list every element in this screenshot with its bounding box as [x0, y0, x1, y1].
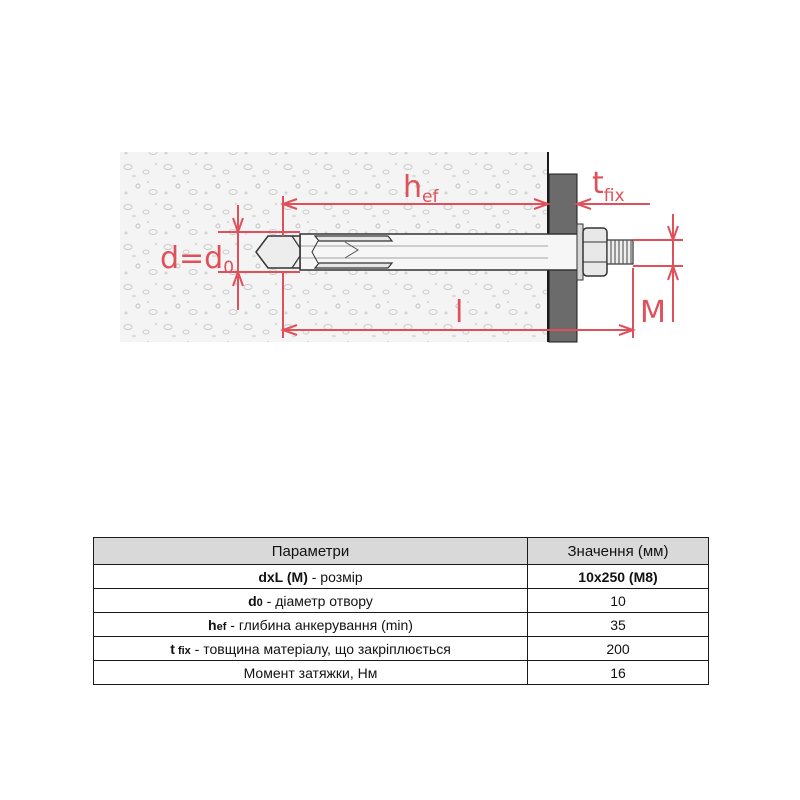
param-desc: - діаметр отвору [262, 592, 373, 609]
param-subscript: fix [174, 644, 191, 657]
header-parameters: Параметри [94, 538, 528, 565]
specification-table [93, 537, 709, 685]
param-subscript: 0 [256, 596, 263, 609]
param-cell [94, 565, 528, 589]
param-symbol: dxL (M) [258, 568, 308, 585]
value-cell: 200 [528, 637, 709, 661]
param-cell [94, 637, 528, 661]
param-desc: - розмір [307, 568, 363, 585]
param-desc: - глибина анкерування (min) [226, 616, 413, 633]
label-l: l [455, 295, 464, 330]
param-symbol: d [248, 592, 257, 609]
param-desc: - товщина матеріалу, що закріплюється [190, 640, 451, 657]
param-subscript: ef [216, 620, 227, 633]
hex-nut [583, 228, 607, 276]
value-cell [528, 565, 709, 589]
param-cell [94, 589, 528, 613]
header-values: Значення (мм) [528, 538, 709, 565]
label-M: M [640, 295, 666, 330]
param-desc: Момент затяжки, Нм [243, 664, 378, 681]
value-cell: 10 [528, 589, 709, 613]
table-row [94, 637, 709, 661]
table-row [94, 565, 709, 589]
param-symbol: t [170, 640, 175, 657]
param-cell [94, 613, 528, 637]
label-hef: hef [403, 170, 439, 207]
table-row [94, 613, 709, 637]
value-text: 10x250 (M8) [578, 568, 658, 585]
washer [577, 224, 583, 280]
table-row [94, 661, 709, 685]
param-symbol: h [208, 616, 217, 633]
param-cell [94, 661, 528, 685]
table-header-row [94, 538, 709, 565]
value-cell: 16 [528, 661, 709, 685]
table-row [94, 589, 709, 613]
value-cell: 35 [528, 613, 709, 637]
label-tfix: $t_{fix}$ [592, 166, 625, 206]
label-d-d0: d=d0 [160, 241, 235, 278]
